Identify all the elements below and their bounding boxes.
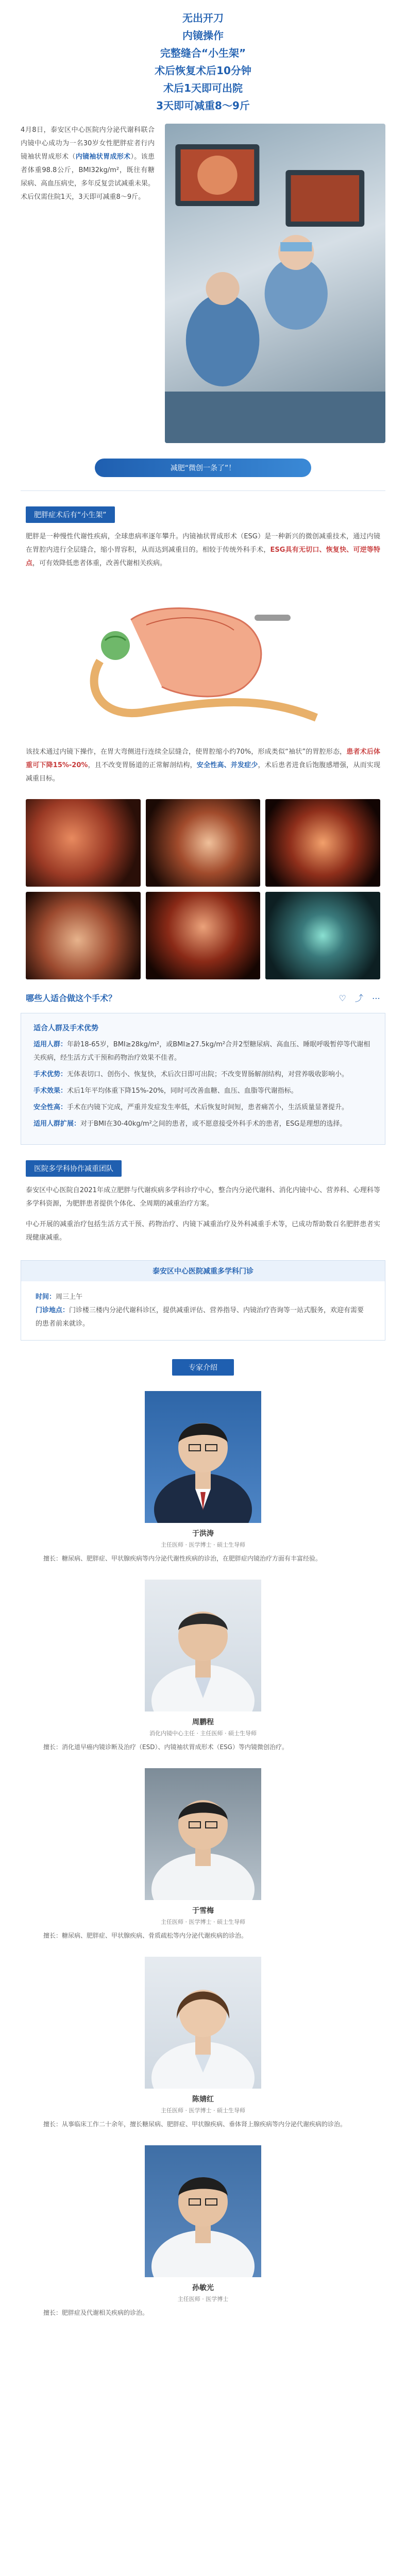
- expert-card: [23, 1580, 383, 1753]
- box-item-label: 适用人群：: [33, 1041, 67, 1048]
- expert-card: [23, 1391, 383, 1564]
- more-icon[interactable]: ⋯: [372, 993, 380, 1003]
- section-paragraph: [26, 530, 380, 570]
- box-title: 适合人群及手术优势: [33, 1024, 98, 1032]
- endoscopy-image: [265, 892, 380, 979]
- expert-titles: 消化内镜中心主任 · 主任医师 · 硕士生导师: [149, 1730, 257, 1737]
- surgery-photo: [165, 124, 385, 443]
- para-text: ，术后患者进食后饱腹感增强，从而实现减重目标。: [26, 761, 380, 783]
- box-item-label: 安全性高：: [33, 1104, 67, 1111]
- outpatient-body: [21, 1281, 385, 1340]
- expert-card: [23, 1768, 383, 1941]
- outpatient-time: [36, 1291, 370, 1304]
- hero-line: 完整缝合“小生架”: [160, 47, 246, 59]
- outpatient-place-value: 门诊楼三楼内分泌代谢科诊区，提供减重评估、营养指导、内镜治疗咨询等一站式服务，欢迎有需要的患者前来就诊。: [36, 1307, 364, 1328]
- expert-portrait: [145, 1580, 261, 1711]
- para-highlight: 安全性高、并发症少: [196, 761, 258, 769]
- outpatient-time-label: 时间：: [36, 1293, 56, 1301]
- hero-headline: [0, 0, 406, 114]
- share-icons: [332, 992, 380, 1004]
- box-item-text: 对于BMI在30-40kg/m²之间的患者，或不愿意接受外科手术的患者，ESG是理想的选择。: [80, 1120, 347, 1128]
- expert-titles: 主任医师 · 医学博士 · 硕士生导师: [161, 1919, 245, 1925]
- expert-specialty: 擅长：肥胖症及代谢相关疾病的诊治。: [43, 2309, 149, 2316]
- hero-line: 术后恢复术后10分钟: [155, 64, 251, 77]
- box-item-label: 手术效果：: [33, 1087, 67, 1095]
- hero-line: 无出开刀: [182, 12, 224, 24]
- share-icon[interactable]: ⤴: [354, 993, 363, 1003]
- outpatient-place-label: 门诊地点：: [36, 1307, 70, 1314]
- portrait-graphic: [145, 1957, 261, 2089]
- expert-titles: 主任医师 · 医学博士 · 硕士生导师: [161, 1541, 245, 1548]
- expert-specialty: 擅长：从事临床工作二十余年，擅长糖尿病、肥胖症、甲状腺疾病、垂体肾上腺疾病等内分泌代谢疾病的诊治。: [43, 2121, 347, 2128]
- expert-titles: 主任医师 · 医学博士: [177, 2296, 229, 2302]
- stomach-illustration: [69, 584, 337, 738]
- box-item-label: 手术优势：: [33, 1071, 67, 1078]
- heart-icon[interactable]: ♡: [339, 993, 346, 1003]
- para-text: ，可有效降低患者体重，改善代谢相关疾病。: [32, 560, 167, 567]
- hero-line: 内镜操作: [182, 29, 224, 42]
- endoscopy-image: [26, 799, 141, 887]
- intro-text-part: ）。该患者体重98.8公斤，BMI32kg/m²，既往有糖尿病、高血压病史，多年反复尝试减重未果。术后仅需住院1天，3天即可减重8～9斤。: [21, 153, 155, 201]
- box-item: [33, 1068, 373, 1081]
- stomach-graphic: [69, 584, 337, 738]
- para-text: ，且不改变胃肠道的正常解剖结构，: [88, 761, 197, 769]
- expert-specialty: 擅长：消化道早癌内镜诊断及治疗（ESD）、内镜袖状胃成形术（ESG）等内镜微创治疗。: [43, 1743, 288, 1751]
- para-emphasis: ESG具有无切口、恢复快、可逆等特点: [26, 546, 380, 567]
- para-emphasis: 患者术后体重可下降15%-20%: [26, 748, 380, 769]
- outpatient-box: [21, 1260, 385, 1341]
- para-text: 该技术通过内镜下操作，在胃大弯侧进行连续全层缝合，使胃腔缩小约70%，形成类似“袖状”的胃腔形态，: [26, 748, 347, 756]
- section-paragraph: [26, 745, 380, 786]
- para-text: 肥胖是一种慢性代谢性疾病，全球患病率逐年攀升。内镜袖状胃成形术（ESG）是一种新兴的微创减重技术，通过内镜在胃腔内进行全层缝合，缩小胃容积，从而达到减重目的。相较于传统外科手术，: [26, 533, 380, 554]
- section-paragraph: 泰安区中心医院自2021年成立肥胖与代谢疾病多学科诊疗中心，整合内分泌代谢科、消化内镜中心、营养科、心理科等多学科资源，为肥胖患者提供个体化、全周期的减重治疗方案。: [26, 1187, 380, 1208]
- expert-name: 孙敏光: [192, 2284, 214, 2292]
- box-item: [33, 1084, 373, 1098]
- expert-name: 于雪梅: [192, 1907, 214, 1915]
- endoscopy-image: [146, 799, 261, 887]
- expert-specialty: 擅长：糖尿病、肥胖症、甲状腺疾病、骨质疏松等内分泌代谢疾病的诊治。: [43, 1932, 248, 1939]
- expert-name: 周鹏程: [192, 1718, 214, 1726]
- expert-card: [23, 1957, 383, 2130]
- expert-portrait: [145, 2145, 261, 2277]
- expert-card: [23, 2145, 383, 2318]
- outpatient-time-value: 周三上午: [56, 1293, 83, 1301]
- expert-portrait: [145, 1768, 261, 1900]
- box-item: [33, 1038, 373, 1065]
- intro-text: [21, 124, 155, 443]
- divider: [21, 490, 385, 491]
- expert-name: 陈婧红: [192, 2095, 214, 2104]
- endoscopy-image: [265, 799, 380, 887]
- box-item-text: 无体表切口、创伤小、恢复快，术后次日即可出院；不改变胃肠解剖结构，对营养吸收影响小。: [67, 1071, 349, 1078]
- box-item-text: 年龄18-65岁，BMI≥28kg/m²，或BMI≥27.5kg/m²合并2型糖尿病、高血压、睡眠呼吸暂停等代谢相关疾病，经生活方式干预和药物治疗效果不佳者。: [33, 1041, 370, 1062]
- expert-titles: 主任医师 · 医学博士 · 硕士生导师: [161, 2107, 245, 2114]
- endoscopy-image-grid: [26, 799, 380, 979]
- endoscopy-image: [26, 892, 141, 979]
- portrait-graphic: [145, 1391, 261, 1523]
- tagline: 哪些人适合做这个手术？: [26, 993, 117, 1003]
- box-item: [33, 1117, 373, 1131]
- box-item-text: 手术在内镜下完成，严重并发症发生率低，术后恢复时间短，患者痛苦小，生活质量显著提升。: [67, 1104, 349, 1111]
- expert-portrait: [145, 1391, 261, 1523]
- expert-portrait: [145, 1957, 261, 2089]
- highlight-pill: 减肥“微创一条了”！: [95, 459, 311, 477]
- tagline-row: [26, 992, 380, 1004]
- portrait-graphic: [145, 1580, 261, 1711]
- section-paragraph: 中心开展的减重治疗包括生活方式干预、药物治疗、内镜下减重治疗及外科减重手术等，已成功帮助数百名肥胖患者实现健康减重。: [26, 1221, 380, 1242]
- box-item-text: 术后1年平均体重下降15%-20%，同时可改善血糖、血压、血脂等代谢指标。: [67, 1087, 298, 1095]
- box-item: [33, 1101, 373, 1114]
- expert-name: 于洪涛: [192, 1530, 214, 1538]
- portrait-graphic: [145, 1768, 261, 1900]
- surgery-photo-graphic: [165, 124, 385, 443]
- portrait-graphic: [145, 2145, 261, 2277]
- endoscopy-image: [146, 892, 261, 979]
- experts-title: 专家介绍: [172, 1359, 234, 1376]
- outpatient-place: [36, 1304, 370, 1331]
- expert-specialty: 擅长：糖尿病、肥胖症、甲状腺疾病等内分泌代谢性疾病的诊治，在肥胖症内镜治疗方面有丰富经验。: [43, 1555, 322, 1562]
- section-title: 肥胖症术后有“小生架”: [26, 506, 115, 523]
- hero-line: 3天即可减重8～9斤: [156, 99, 250, 112]
- intro-highlight: 内镜袖状胃成形术: [75, 153, 131, 161]
- section-title: 医院多学科协作减重团队: [26, 1160, 122, 1177]
- outpatient-title: 泰安区中心医院减重多学科门诊: [21, 1261, 385, 1281]
- box-item-label: 适用人群扩展：: [33, 1120, 81, 1128]
- info-box: [21, 1013, 385, 1145]
- intro-section: [21, 124, 385, 443]
- hero-line: 术后1天即可出院: [163, 82, 243, 94]
- intro-text-part: 4月8日，泰安区中心医院内分泌代谢科联合内镜中心成功为一名30岁女性肥胖症者行内镜袖状胃成形术（: [21, 126, 155, 161]
